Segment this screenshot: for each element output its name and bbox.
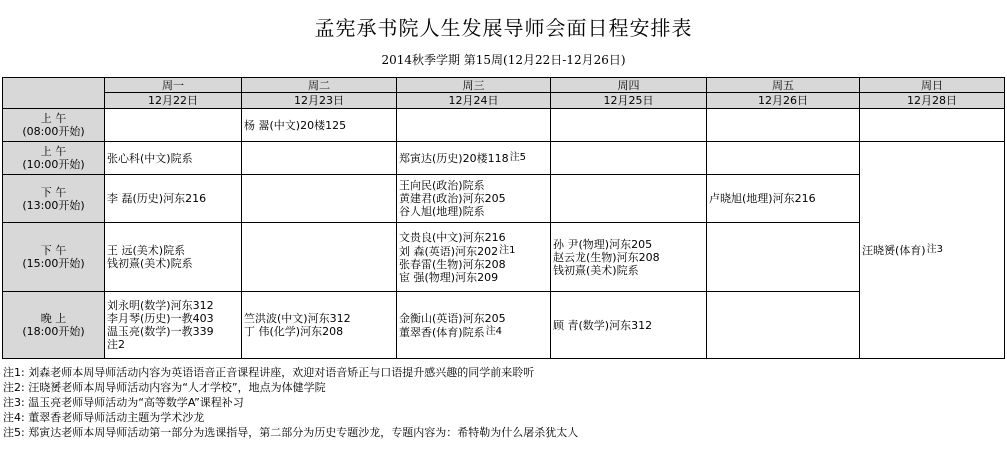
cell-s3-tue bbox=[242, 175, 397, 223]
date-header-thu: 12月25日 bbox=[551, 93, 707, 109]
day-header-tue: 周二 bbox=[242, 78, 397, 93]
time-slot-5 bbox=[3, 292, 105, 359]
day-header-thu: 周四 bbox=[551, 78, 707, 93]
cell-s2-wed bbox=[397, 142, 551, 175]
mentor-entry: 金衡山(英语)河东205 bbox=[399, 311, 506, 325]
mentor-entry: 谷人旭(地理)院系 bbox=[399, 205, 485, 218]
footnote: 注1: 刘森老师本周导师活动内容为英语语音正音课程讲座，欢迎对语音矫正与口语提升感兴趣的同学前来聆听 bbox=[3, 366, 535, 379]
mentor-entry: 孙 尹(物理)河东205 bbox=[553, 237, 653, 251]
time-slot-4 bbox=[3, 223, 105, 292]
page-title: 孟宪承书院人生发展导师会面日程安排表 bbox=[314, 16, 693, 40]
mentor-entry: 李 磊(历史)河东216 bbox=[107, 192, 207, 205]
mentor-entry: 顾 青(数学)河东312 bbox=[553, 318, 653, 332]
mentor-entry: 钱初熹(美术)院系 bbox=[553, 263, 639, 277]
mentor-entry: 丁 伟(化学)河东208 bbox=[244, 325, 344, 338]
cell-s1-thu bbox=[551, 109, 707, 142]
cell-s2-fri bbox=[707, 142, 860, 175]
cell-s4-thu bbox=[551, 223, 707, 292]
footnotes bbox=[3, 365, 578, 440]
footnote: 注2: 汪晓赟老师本周导师活动内容为“人才学校”，地点为体健学院 bbox=[3, 381, 326, 394]
mentor-entry: 文贵良(中文)河东216 bbox=[399, 230, 506, 244]
slot-row-1 bbox=[3, 109, 1005, 142]
slot-row-4 bbox=[3, 223, 1005, 292]
mentor-entry: 汪晓赟(体育) bbox=[862, 244, 926, 257]
date-header-row bbox=[3, 93, 1005, 109]
date-header-sun: 12月28日 bbox=[860, 93, 1005, 109]
mentor-entry: 竺洪波(中文)河东312 bbox=[244, 312, 351, 325]
cell-s5-thu bbox=[551, 292, 707, 359]
footnote: 注5: 郑寅达老师本周导师活动第一部分为选课指导，第二部分为历史专题沙龙，专题内容为：希特勒为什么屠杀犹太人 bbox=[3, 426, 579, 439]
date-header-fri: 12月26日 bbox=[707, 93, 860, 109]
note-marker: 注4 bbox=[485, 325, 502, 337]
mentor-entry: 钱初熹(美术)院系 bbox=[107, 257, 193, 270]
cell-s1-tue bbox=[242, 109, 397, 142]
day-header-fri: 周五 bbox=[707, 78, 860, 93]
cell-s1-mon bbox=[105, 109, 242, 142]
slot-row-5 bbox=[3, 292, 1005, 359]
mentor-entry: 刘 森(英语)河东202 bbox=[399, 244, 499, 258]
footnote: 注3: 温玉亮老师导师活动为“高等数学A”课程补习 bbox=[3, 396, 244, 409]
note-marker: 注1 bbox=[499, 244, 516, 256]
cell-s1-sun bbox=[860, 109, 1005, 142]
cell-s2-thu bbox=[551, 142, 707, 175]
slot-time: (13:00开始) bbox=[22, 198, 85, 212]
mentor-entry: 黄建君(政治)河东205 bbox=[399, 192, 506, 205]
time-slot-3 bbox=[3, 175, 105, 223]
mentor-entry: 董翠香(体育)院系 bbox=[399, 325, 485, 339]
time-slot-1 bbox=[3, 109, 105, 142]
mentor-entry: 刘永明(数学)河东312 bbox=[107, 299, 214, 312]
day-header-row bbox=[3, 78, 1005, 93]
slot-label: 上 午 bbox=[40, 112, 67, 125]
time-slot-2 bbox=[3, 142, 105, 175]
mentor-entry: 赵云龙(生物)河东208 bbox=[553, 250, 660, 264]
cell-s3-mon bbox=[105, 175, 242, 223]
cell-s5-tue bbox=[242, 292, 397, 359]
cell-s3-wed bbox=[397, 175, 551, 223]
cell-s5-wed bbox=[397, 292, 551, 359]
slot-time: (10:00开始) bbox=[22, 158, 85, 171]
note-marker: 注2 bbox=[107, 338, 125, 351]
cell-s5-fri bbox=[707, 292, 860, 359]
corner-cell bbox=[3, 78, 105, 109]
cell-s2-tue bbox=[242, 142, 397, 175]
mentor-entry: 李月琴(历史)一教403 bbox=[107, 312, 214, 325]
slot-row-3 bbox=[3, 175, 1005, 223]
cell-s1-wed bbox=[397, 109, 551, 142]
slot-label: 上 午 bbox=[40, 145, 67, 158]
cell-s3-fri bbox=[707, 175, 860, 223]
slot-row-2 bbox=[3, 142, 1005, 175]
cell-s3-thu bbox=[551, 175, 707, 223]
mentor-entry: 张春雷(生物)河东208 bbox=[399, 257, 506, 271]
slot-label: 晚 上 bbox=[40, 312, 67, 325]
slot-label: 下 午 bbox=[40, 244, 67, 257]
slot-time: (18:00开始) bbox=[22, 325, 85, 338]
cell-s4-mon bbox=[105, 223, 242, 292]
slot-time: (08:00开始) bbox=[22, 125, 85, 138]
mentor-entry: 温玉亮(数学)一教339 bbox=[107, 325, 214, 338]
cell-s5-mon bbox=[105, 292, 242, 359]
mentor-entry: 宦 强(物理)河东209 bbox=[399, 270, 499, 284]
date-header-tue: 12月23日 bbox=[242, 93, 397, 109]
cell-s2-mon bbox=[105, 142, 242, 175]
slot-label: 下 午 bbox=[40, 185, 67, 199]
slot-time: (15:00开始) bbox=[22, 257, 85, 270]
cell-s1-fri bbox=[707, 109, 860, 142]
mentor-entry: 卢晓旭(地理)河东216 bbox=[709, 192, 816, 205]
mentor-entry: 杨 翯(中文)20楼125 bbox=[244, 118, 347, 132]
cell-sun-merged bbox=[860, 142, 1005, 359]
page-subtitle: 2014秋季学期 第15周(12月22日-12月26日) bbox=[381, 53, 626, 67]
schedule-table bbox=[2, 77, 1005, 359]
note-marker: 注5 bbox=[509, 152, 526, 163]
cell-s4-tue bbox=[242, 223, 397, 292]
footnote: 注4: 董翠香老师导师活动主题为学术沙龙 bbox=[3, 411, 205, 424]
mentor-entry: 张心科(中文)院系 bbox=[107, 151, 193, 165]
day-header-sun: 周日 bbox=[860, 78, 1005, 93]
day-header-mon: 周一 bbox=[105, 78, 242, 93]
note-marker: 注3 bbox=[926, 244, 943, 255]
date-header-wed: 12月24日 bbox=[397, 93, 551, 109]
mentor-entry: 王 远(美术)院系 bbox=[107, 244, 186, 257]
mentor-entry: 郑寅达(历史)20楼118 bbox=[399, 152, 509, 165]
day-header-wed: 周三 bbox=[397, 78, 551, 93]
mentor-entry: 王向民(政治)院系 bbox=[399, 179, 485, 192]
cell-s4-fri bbox=[707, 223, 860, 292]
date-header-mon: 12月22日 bbox=[105, 93, 242, 109]
cell-s4-wed bbox=[397, 223, 551, 292]
